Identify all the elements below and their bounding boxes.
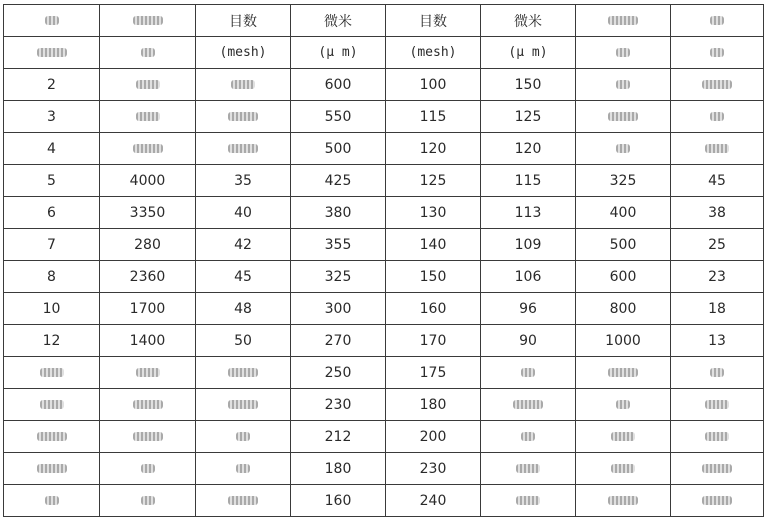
table-cell: [671, 485, 764, 517]
table-cell: [576, 37, 671, 69]
illegible-mark: [141, 464, 155, 473]
table-cell: (mesh): [386, 37, 481, 69]
table-cell: 2360: [100, 261, 196, 293]
table-cell: 13: [671, 325, 764, 357]
illegible-mark: [710, 368, 724, 377]
table-cell: 400: [576, 197, 671, 229]
mesh-table-container: [3, 4, 764, 517]
illegible-mark: [228, 144, 258, 153]
table-cell: 2: [4, 69, 100, 101]
table-cell: [100, 485, 196, 517]
table-cell: 18: [671, 293, 764, 325]
illegible-mark: [611, 464, 635, 473]
table-cell: 250: [291, 357, 386, 389]
illegible-mark: [231, 80, 255, 89]
illegible-mark: [608, 112, 638, 121]
table-cell: 25: [671, 229, 764, 261]
table-cell: 8: [4, 261, 100, 293]
illegible-mark: [133, 432, 163, 441]
table-cell: [100, 421, 196, 453]
table-cell: 3350: [100, 197, 196, 229]
table-cell: [481, 357, 576, 389]
illegible-mark: [133, 400, 163, 409]
table-cell: [196, 389, 291, 421]
table-cell: [576, 357, 671, 389]
table-row: [4, 293, 764, 325]
illegible-mark: [228, 400, 258, 409]
illegible-mark: [710, 16, 724, 25]
illegible-mark: [616, 80, 630, 89]
table-cell: [576, 389, 671, 421]
table-row: [4, 389, 764, 421]
table-row: [4, 325, 764, 357]
table-cell: 113: [481, 197, 576, 229]
table-cell: [4, 5, 100, 37]
table-cell: 微米: [481, 5, 576, 37]
table-cell: [576, 421, 671, 453]
table-cell: [196, 101, 291, 133]
table-cell: 目数: [386, 5, 481, 37]
table-cell: 45: [196, 261, 291, 293]
table-cell: [4, 357, 100, 389]
mesh-conversion-table: [3, 4, 764, 517]
illegible-mark: [45, 16, 59, 25]
illegible-mark: [236, 432, 250, 441]
table-cell: [100, 133, 196, 165]
table-cell: [671, 133, 764, 165]
table-cell: [671, 357, 764, 389]
illegible-mark: [136, 368, 160, 377]
table-cell: 35: [196, 165, 291, 197]
table-cell: 230: [386, 453, 481, 485]
table-cell: [481, 389, 576, 421]
table-cell: [481, 485, 576, 517]
table-cell: (μ m): [291, 37, 386, 69]
table-cell: [671, 421, 764, 453]
table-cell: 120: [481, 133, 576, 165]
table-cell: 600: [576, 261, 671, 293]
table-cell: [576, 453, 671, 485]
table-cell: 355: [291, 229, 386, 261]
table-cell: 48: [196, 293, 291, 325]
header-row: [4, 5, 764, 37]
table-cell: 550: [291, 101, 386, 133]
illegible-mark: [40, 368, 64, 377]
table-cell: 106: [481, 261, 576, 293]
table-cell: 120: [386, 133, 481, 165]
table-row: [4, 229, 764, 261]
table-cell: 325: [576, 165, 671, 197]
illegible-mark: [236, 464, 250, 473]
table-cell: 180: [386, 389, 481, 421]
illegible-mark: [37, 464, 67, 473]
illegible-mark: [616, 400, 630, 409]
illegible-mark: [228, 496, 258, 505]
table-cell: 1400: [100, 325, 196, 357]
table-cell: [576, 5, 671, 37]
table-cell: 140: [386, 229, 481, 261]
table-cell: [100, 389, 196, 421]
table-cell: 100: [386, 69, 481, 101]
table-cell: 10: [4, 293, 100, 325]
table-cell: [576, 69, 671, 101]
table-cell: 240: [386, 485, 481, 517]
illegible-mark: [608, 496, 638, 505]
table-cell: 180: [291, 453, 386, 485]
table-cell: 150: [481, 69, 576, 101]
illegible-mark: [616, 48, 630, 57]
illegible-mark: [611, 432, 635, 441]
table-cell: [196, 357, 291, 389]
table-cell: [196, 133, 291, 165]
table-cell: 212: [291, 421, 386, 453]
table-cell: 6: [4, 197, 100, 229]
table-cell: 130: [386, 197, 481, 229]
table-cell: 425: [291, 165, 386, 197]
table-cell: [4, 421, 100, 453]
illegible-mark: [37, 432, 67, 441]
table-cell: 150: [386, 261, 481, 293]
illegible-mark: [141, 496, 155, 505]
table-cell: [100, 101, 196, 133]
illegible-mark: [705, 432, 729, 441]
table-cell: 40: [196, 197, 291, 229]
table-cell: 4: [4, 133, 100, 165]
table-cell: [576, 485, 671, 517]
table-cell: 600: [291, 69, 386, 101]
table-cell: [196, 421, 291, 453]
table-cell: [671, 37, 764, 69]
table-cell: 280: [100, 229, 196, 261]
illegible-mark: [133, 144, 163, 153]
illegible-mark: [513, 400, 543, 409]
table-cell: [100, 5, 196, 37]
table-cell: [100, 37, 196, 69]
table-cell: [100, 69, 196, 101]
table-cell: 96: [481, 293, 576, 325]
table-row: [4, 357, 764, 389]
illegible-mark: [37, 48, 67, 57]
table-cell: 500: [576, 229, 671, 261]
table-cell: 125: [386, 165, 481, 197]
table-row: [4, 453, 764, 485]
table-cell: 270: [291, 325, 386, 357]
illegible-mark: [45, 496, 59, 505]
table-cell: 5: [4, 165, 100, 197]
table-cell: [671, 389, 764, 421]
illegible-mark: [228, 368, 258, 377]
table-cell: 90: [481, 325, 576, 357]
illegible-mark: [616, 144, 630, 153]
illegible-mark: [705, 400, 729, 409]
illegible-mark: [702, 496, 732, 505]
table-row: [4, 165, 764, 197]
table-cell: (mesh): [196, 37, 291, 69]
illegible-mark: [705, 144, 729, 153]
table-cell: 500: [291, 133, 386, 165]
table-cell: 325: [291, 261, 386, 293]
table-cell: 微米: [291, 5, 386, 37]
table-cell: 12: [4, 325, 100, 357]
table-cell: 23: [671, 261, 764, 293]
table-row: [4, 485, 764, 517]
illegible-mark: [40, 400, 64, 409]
table-cell: 160: [386, 293, 481, 325]
illegible-mark: [702, 80, 732, 89]
table-cell: 200: [386, 421, 481, 453]
illegible-mark: [521, 368, 535, 377]
table-cell: 115: [386, 101, 481, 133]
table-cell: 230: [291, 389, 386, 421]
table-cell: [100, 357, 196, 389]
table-cell: 800: [576, 293, 671, 325]
table-cell: 115: [481, 165, 576, 197]
units-row: [4, 37, 764, 69]
table-cell: 300: [291, 293, 386, 325]
table-cell: 4000: [100, 165, 196, 197]
illegible-mark: [516, 496, 540, 505]
illegible-mark: [516, 464, 540, 473]
illegible-mark: [136, 80, 160, 89]
table-cell: [100, 453, 196, 485]
illegible-mark: [710, 48, 724, 57]
table-cell: [671, 69, 764, 101]
table-cell: [671, 101, 764, 133]
table-cell: 45: [671, 165, 764, 197]
table-cell: [481, 453, 576, 485]
table-row: [4, 133, 764, 165]
table-cell: [576, 133, 671, 165]
table-cell: 目数: [196, 5, 291, 37]
illegible-mark: [141, 48, 155, 57]
illegible-mark: [521, 432, 535, 441]
table-cell: [196, 485, 291, 517]
table-cell: [576, 101, 671, 133]
table-row: [4, 69, 764, 101]
table-cell: 50: [196, 325, 291, 357]
illegible-mark: [608, 368, 638, 377]
table-row: [4, 101, 764, 133]
table-cell: [4, 453, 100, 485]
table-cell: [4, 485, 100, 517]
table-cell: [196, 453, 291, 485]
table-cell: 175: [386, 357, 481, 389]
table-cell: 125: [481, 101, 576, 133]
table-cell: 170: [386, 325, 481, 357]
illegible-mark: [702, 464, 732, 473]
table-cell: 7: [4, 229, 100, 261]
table-cell: 109: [481, 229, 576, 261]
illegible-mark: [228, 112, 258, 121]
table-cell: [196, 69, 291, 101]
illegible-mark: [136, 112, 160, 121]
table-cell: [4, 389, 100, 421]
illegible-mark: [133, 16, 163, 25]
table-cell: 1000: [576, 325, 671, 357]
table-row: [4, 261, 764, 293]
table-row: [4, 421, 764, 453]
table-cell: [671, 453, 764, 485]
table-cell: 42: [196, 229, 291, 261]
table-cell: 3: [4, 101, 100, 133]
table-cell: [671, 5, 764, 37]
illegible-mark: [608, 16, 638, 25]
table-cell: 160: [291, 485, 386, 517]
table-cell: [481, 421, 576, 453]
table-cell: (μ m): [481, 37, 576, 69]
table-cell: 38: [671, 197, 764, 229]
table-row: [4, 197, 764, 229]
table-cell: 1700: [100, 293, 196, 325]
table-cell: [4, 37, 100, 69]
illegible-mark: [710, 112, 724, 121]
table-cell: 380: [291, 197, 386, 229]
